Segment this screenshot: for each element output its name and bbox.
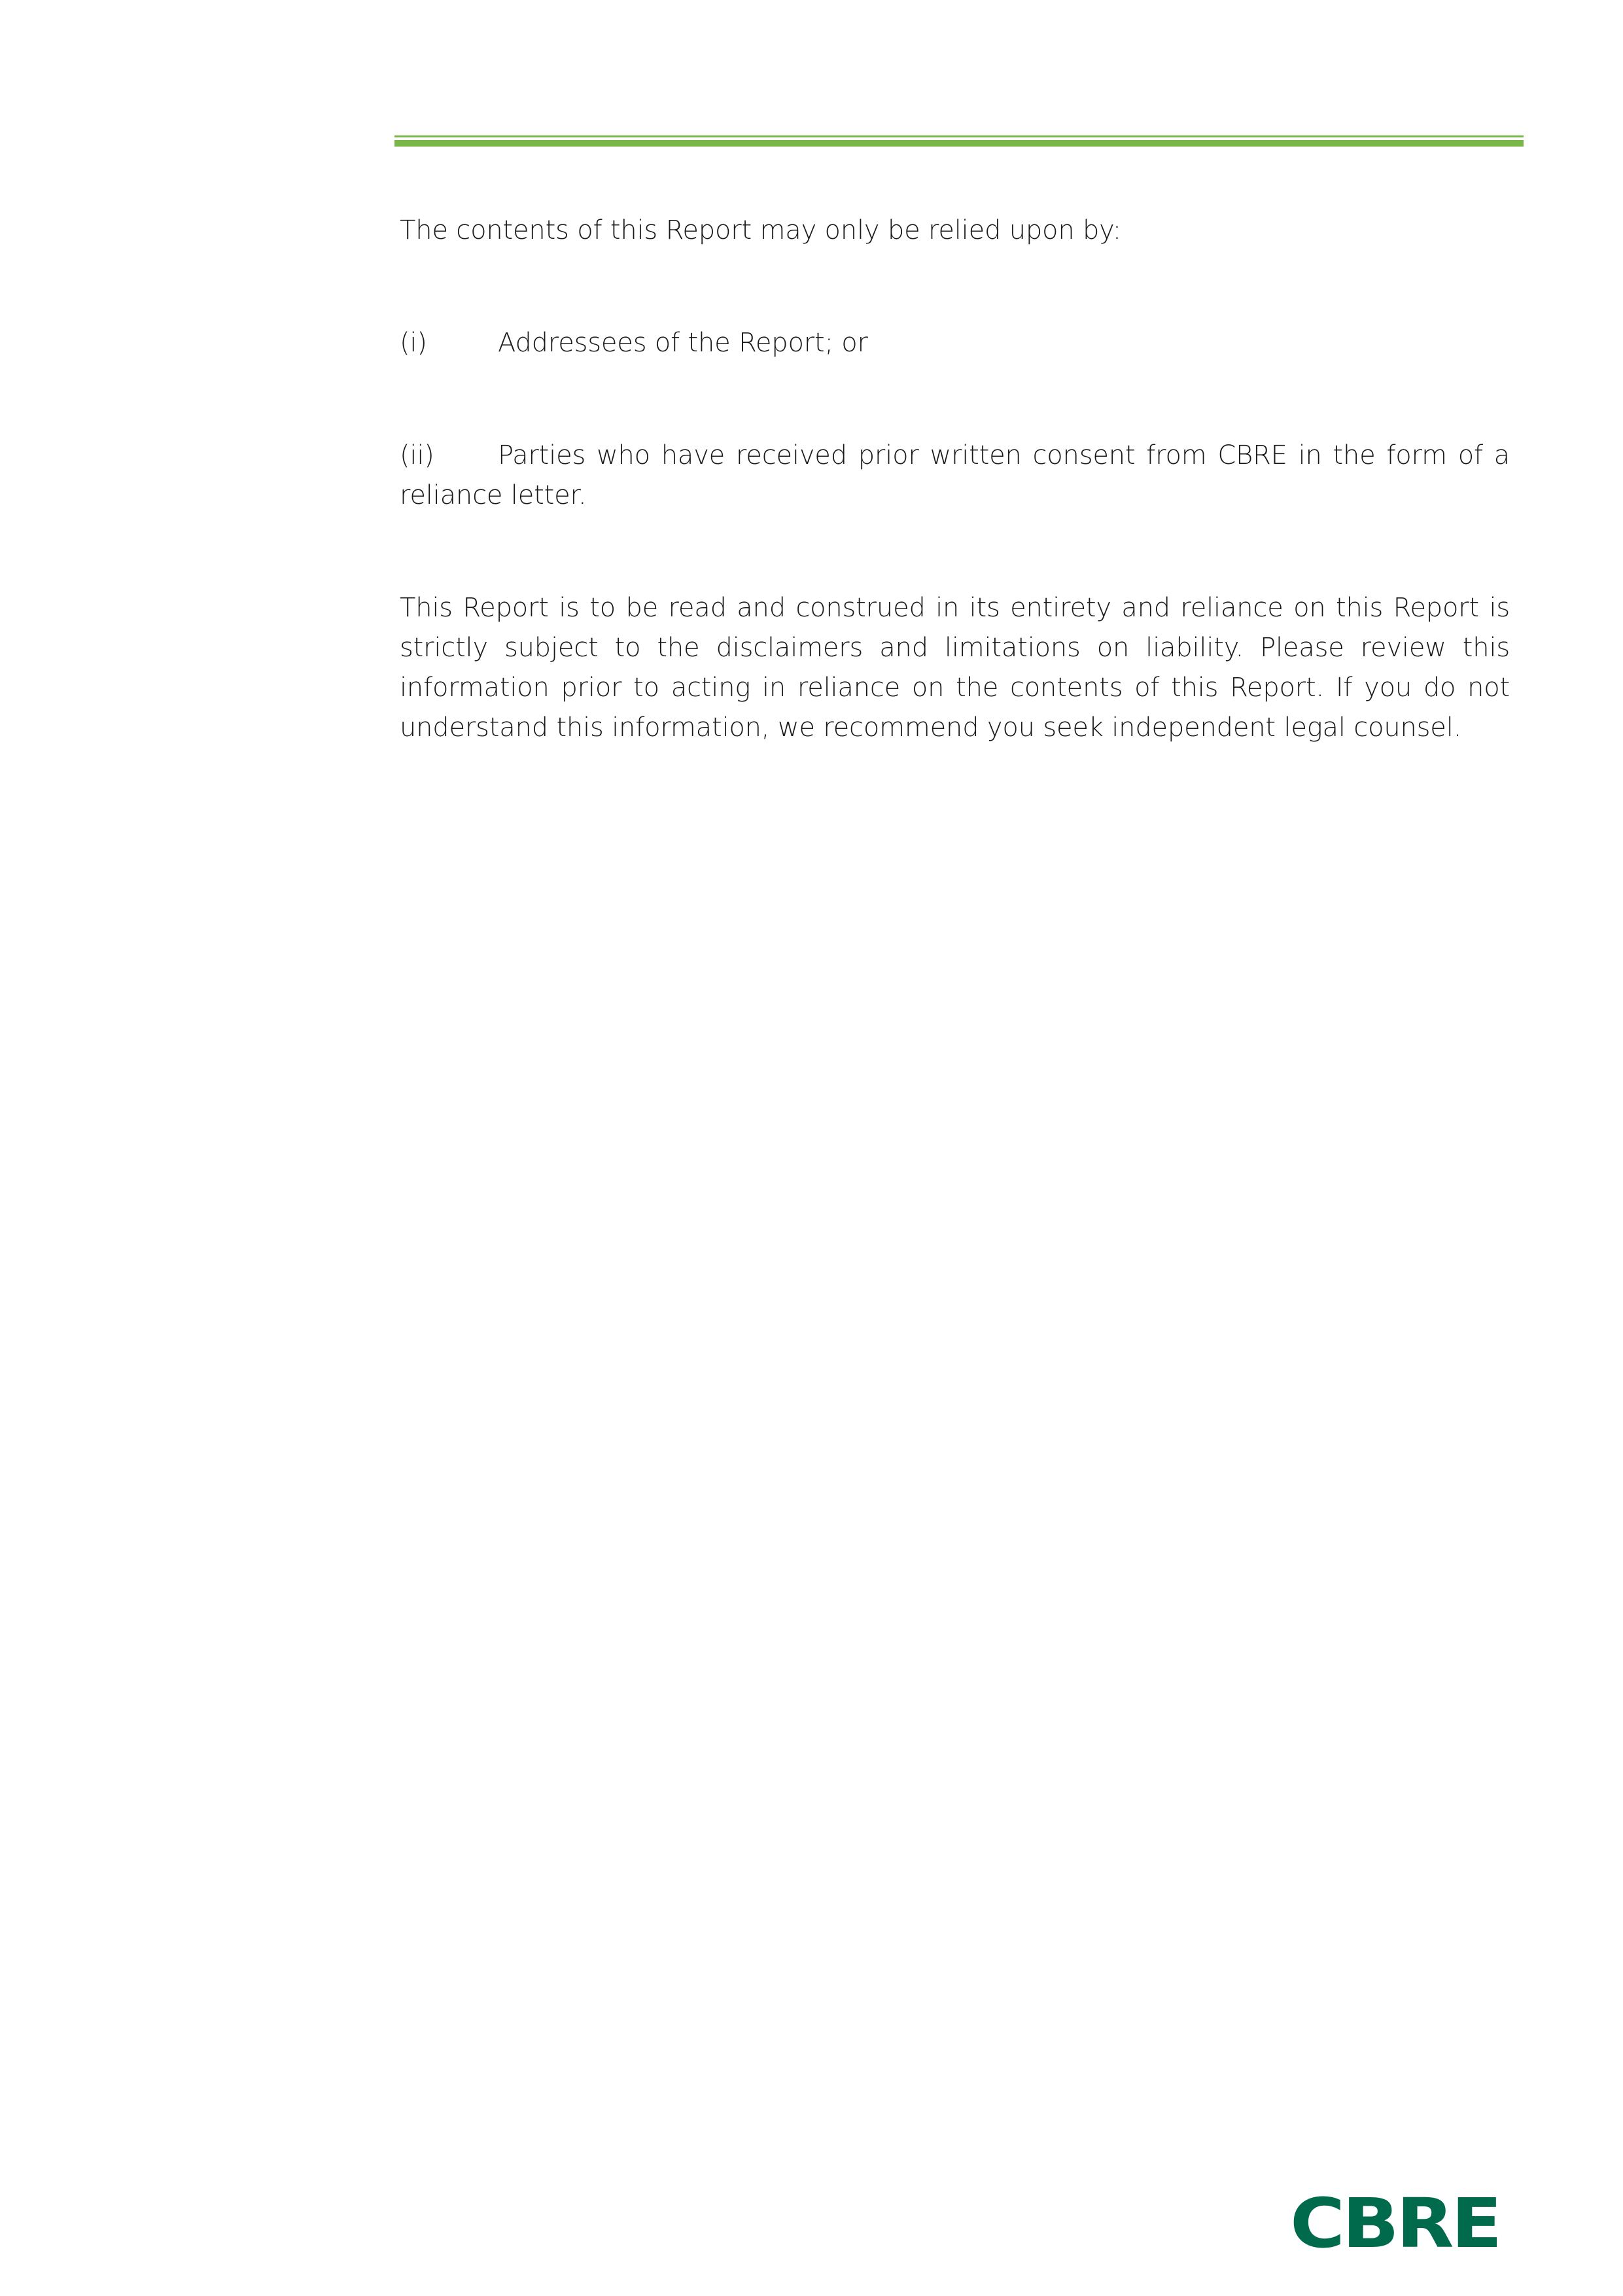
header-green-rule [394,135,1524,147]
list-text-ii: Parties who have received prior written consent from CBRE in the form of a reliance letter. [400,440,1510,510]
cbre-logo-wordmark: CBRE [1290,2195,1499,2253]
list-item-i [400,323,1510,363]
disclaimer-paragraph: This Report is to be read and construed in its entirety and reliance on this Report is strictly subject to the disclaimers and limitations on liability. Please review this information prior to acting in reliance on the contents of this Report. If you do not understand this information, we recommend you seek independent legal counsel. [400,593,1510,743]
document-body [400,211,1510,748]
intro-paragraph: The contents of this Report may only be relied upon by: [400,215,1122,245]
list-marker-i: (i) [400,328,427,358]
list-item-ii [400,436,1510,516]
header-rule-thick-line [394,140,1524,147]
list-marker-ii: (ii) [400,440,434,470]
list-text-i: Addressees of the Report; or [498,328,868,358]
header-rule-thin-line [394,135,1524,137]
cbre-logo [1289,2195,1501,2253]
